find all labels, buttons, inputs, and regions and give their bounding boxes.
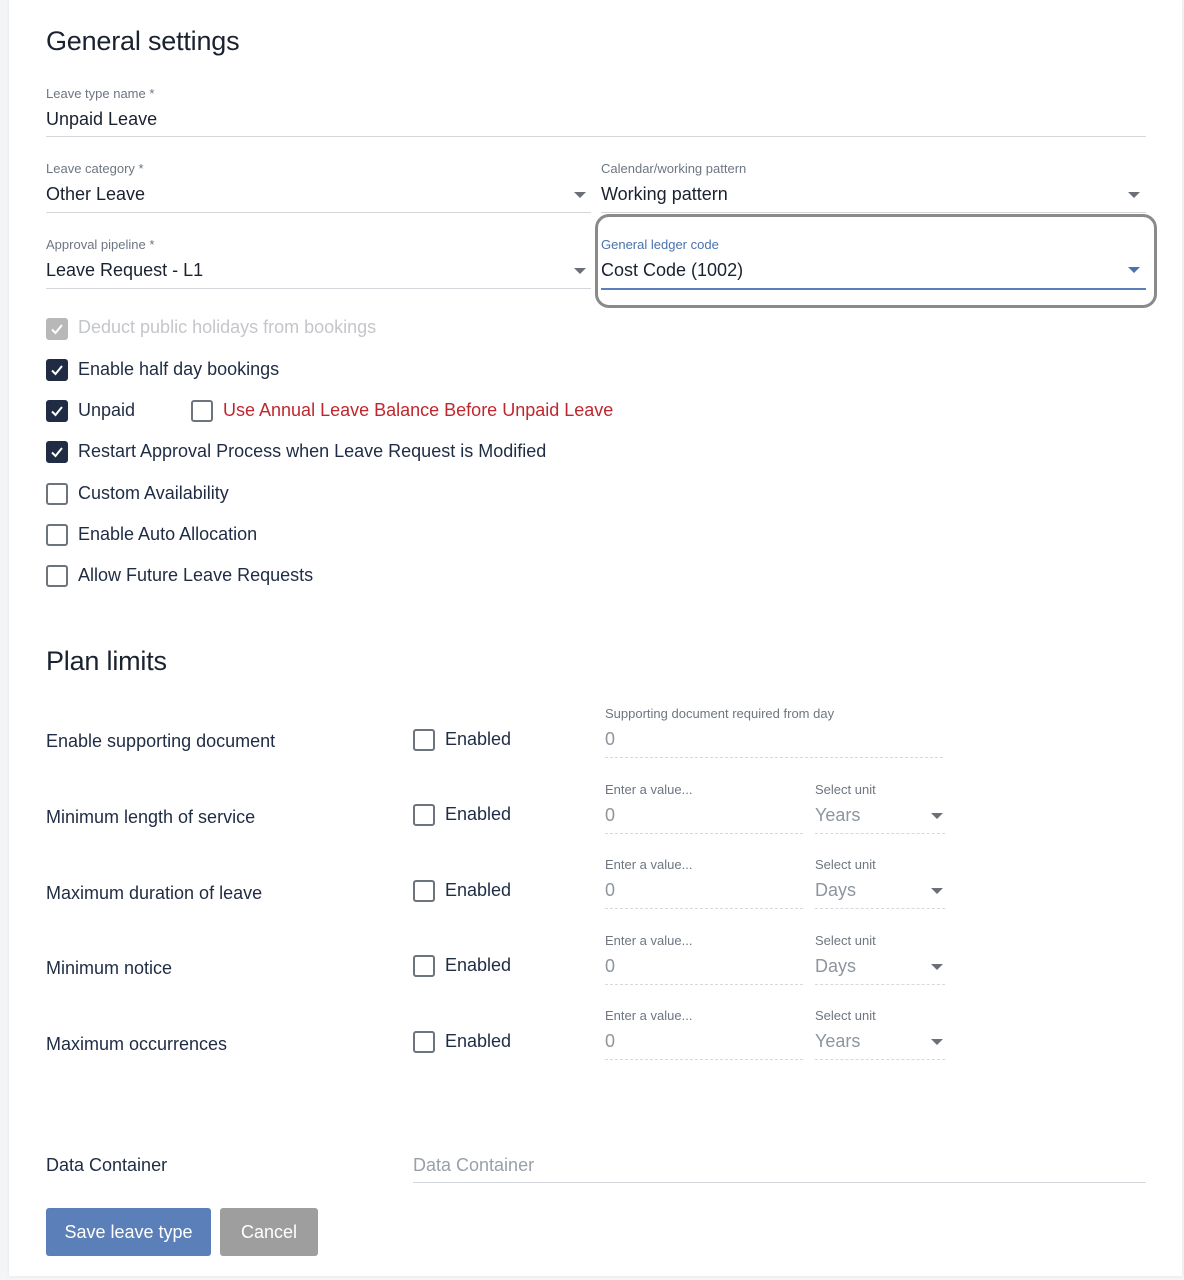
- leave-type-name-underline: [46, 136, 1146, 137]
- max-occurrences-unit-select[interactable]: Years: [815, 1031, 861, 1051]
- input-underline: [605, 908, 803, 909]
- leave-category-value[interactable]: Other Leave: [46, 184, 146, 204]
- check-icon: [50, 322, 64, 336]
- half-day-label: Enable half day bookings: [78, 359, 280, 379]
- plan-row-label: Minimum notice: [46, 958, 173, 978]
- min-service-value-input[interactable]: 0: [605, 805, 616, 825]
- chevron-down-icon[interactable]: [1128, 267, 1140, 273]
- enabled-label: Enabled: [445, 1031, 512, 1051]
- min-service-enabled-checkbox[interactable]: [413, 804, 435, 826]
- unit-label: Select unit: [815, 782, 876, 797]
- deduct-public-holidays-label: Deduct public holidays from bookings: [78, 317, 377, 337]
- enabled-label: Enabled: [445, 955, 512, 975]
- chevron-down-icon[interactable]: [931, 813, 943, 819]
- deduct-public-holidays-checkbox[interactable]: [46, 318, 68, 340]
- data-container-input[interactable]: Data Container: [413, 1155, 535, 1175]
- enabled-label: Enabled: [445, 880, 512, 900]
- select-underline: [815, 833, 945, 834]
- select-underline: [815, 908, 945, 909]
- value-label: Enter a value...: [605, 1008, 693, 1023]
- restart-approval-checkbox[interactable]: [46, 441, 68, 463]
- max-duration-value-input[interactable]: 0: [605, 880, 616, 900]
- restart-approval-label: Restart Approval Process when Leave Request is Modified: [78, 441, 547, 461]
- enabled-label: Enabled: [445, 729, 512, 749]
- select-underline: [815, 1059, 945, 1060]
- input-underline: [605, 757, 943, 758]
- max-occurrences-enabled-checkbox[interactable]: [413, 1031, 435, 1053]
- chevron-down-icon[interactable]: [574, 192, 586, 198]
- value-label: Enter a value...: [605, 857, 693, 872]
- chevron-down-icon[interactable]: [931, 1039, 943, 1045]
- select-underline: [815, 984, 945, 985]
- value-label: Enter a value...: [605, 933, 693, 948]
- input-underline: [605, 833, 803, 834]
- auto-allocation-label: Enable Auto Allocation: [78, 524, 258, 544]
- leave-type-name-label: Leave type name *: [46, 86, 155, 101]
- min-service-unit-select[interactable]: Years: [815, 805, 861, 825]
- gl-code-value[interactable]: Cost Code (1002): [601, 260, 744, 280]
- value-label: Supporting document required from day: [605, 706, 835, 721]
- input-underline: [605, 984, 803, 985]
- gl-code-label: General ledger code: [601, 237, 719, 252]
- calendar-pattern-label: Calendar/working pattern: [601, 161, 747, 176]
- plan-limits-title: Plan limits: [46, 646, 167, 676]
- leave-type-name-input[interactable]: Unpaid Leave: [46, 109, 158, 129]
- unpaid-checkbox[interactable]: [46, 400, 68, 422]
- use-annual-balance-label: Use Annual Leave Balance Before Unpaid Leave: [223, 400, 614, 420]
- check-icon: [50, 445, 64, 459]
- plan-row-label: Maximum occurrences: [46, 1034, 228, 1054]
- max-occurrences-value-input[interactable]: 0: [605, 1031, 616, 1051]
- chevron-down-icon[interactable]: [1128, 192, 1140, 198]
- unit-label: Select unit: [815, 1008, 876, 1023]
- unit-label: Select unit: [815, 933, 876, 948]
- approval-pipeline-underline: [46, 288, 591, 289]
- calendar-pattern-underline: [601, 212, 1146, 213]
- chevron-down-icon[interactable]: [931, 964, 943, 970]
- max-duration-unit-select[interactable]: Days: [815, 880, 857, 900]
- leave-category-underline: [46, 212, 591, 213]
- future-requests-checkbox[interactable]: [46, 565, 68, 587]
- check-icon: [50, 404, 64, 418]
- cancel-button[interactable]: Cancel: [220, 1208, 318, 1256]
- approval-pipeline-label: Approval pipeline *: [46, 237, 155, 252]
- max-duration-enabled-checkbox[interactable]: [413, 880, 435, 902]
- approval-pipeline-value[interactable]: Leave Request - L1: [46, 260, 204, 280]
- min-notice-value-input[interactable]: 0: [605, 956, 616, 976]
- use-annual-balance-checkbox[interactable]: [191, 400, 213, 422]
- custom-availability-label: Custom Availability: [78, 483, 229, 503]
- calendar-pattern-value[interactable]: Working pattern: [601, 184, 728, 204]
- check-icon: [50, 363, 64, 377]
- min-notice-enabled-checkbox[interactable]: [413, 955, 435, 977]
- settings-card: [9, 0, 1182, 1276]
- plan-row-label: Maximum duration of leave: [46, 883, 263, 903]
- min-notice-unit-select[interactable]: Days: [815, 956, 857, 976]
- chevron-down-icon[interactable]: [931, 888, 943, 894]
- leave-category-label: Leave category *: [46, 161, 144, 176]
- supporting-document-day-input[interactable]: 0: [605, 729, 616, 749]
- half-day-checkbox[interactable]: [46, 359, 68, 381]
- plan-row-label: Enable supporting document: [46, 731, 276, 751]
- supporting-document-enabled-checkbox[interactable]: [413, 729, 435, 751]
- general-settings-title: General settings: [46, 26, 240, 56]
- unit-label: Select unit: [815, 857, 876, 872]
- value-label: Enter a value...: [605, 782, 693, 797]
- data-container-underline: [413, 1182, 1146, 1183]
- enabled-label: Enabled: [445, 804, 512, 824]
- gl-code-underline: [601, 288, 1146, 290]
- future-requests-label: Allow Future Leave Requests: [78, 565, 314, 585]
- save-leave-type-button[interactable]: Save leave type: [46, 1208, 211, 1256]
- unpaid-label: Unpaid: [78, 400, 136, 420]
- input-underline: [605, 1059, 803, 1060]
- custom-availability-checkbox[interactable]: [46, 483, 68, 505]
- chevron-down-icon[interactable]: [574, 268, 586, 274]
- auto-allocation-checkbox[interactable]: [46, 524, 68, 546]
- data-container-label: Data Container: [46, 1155, 168, 1175]
- plan-row-label: Minimum length of service: [46, 807, 256, 827]
